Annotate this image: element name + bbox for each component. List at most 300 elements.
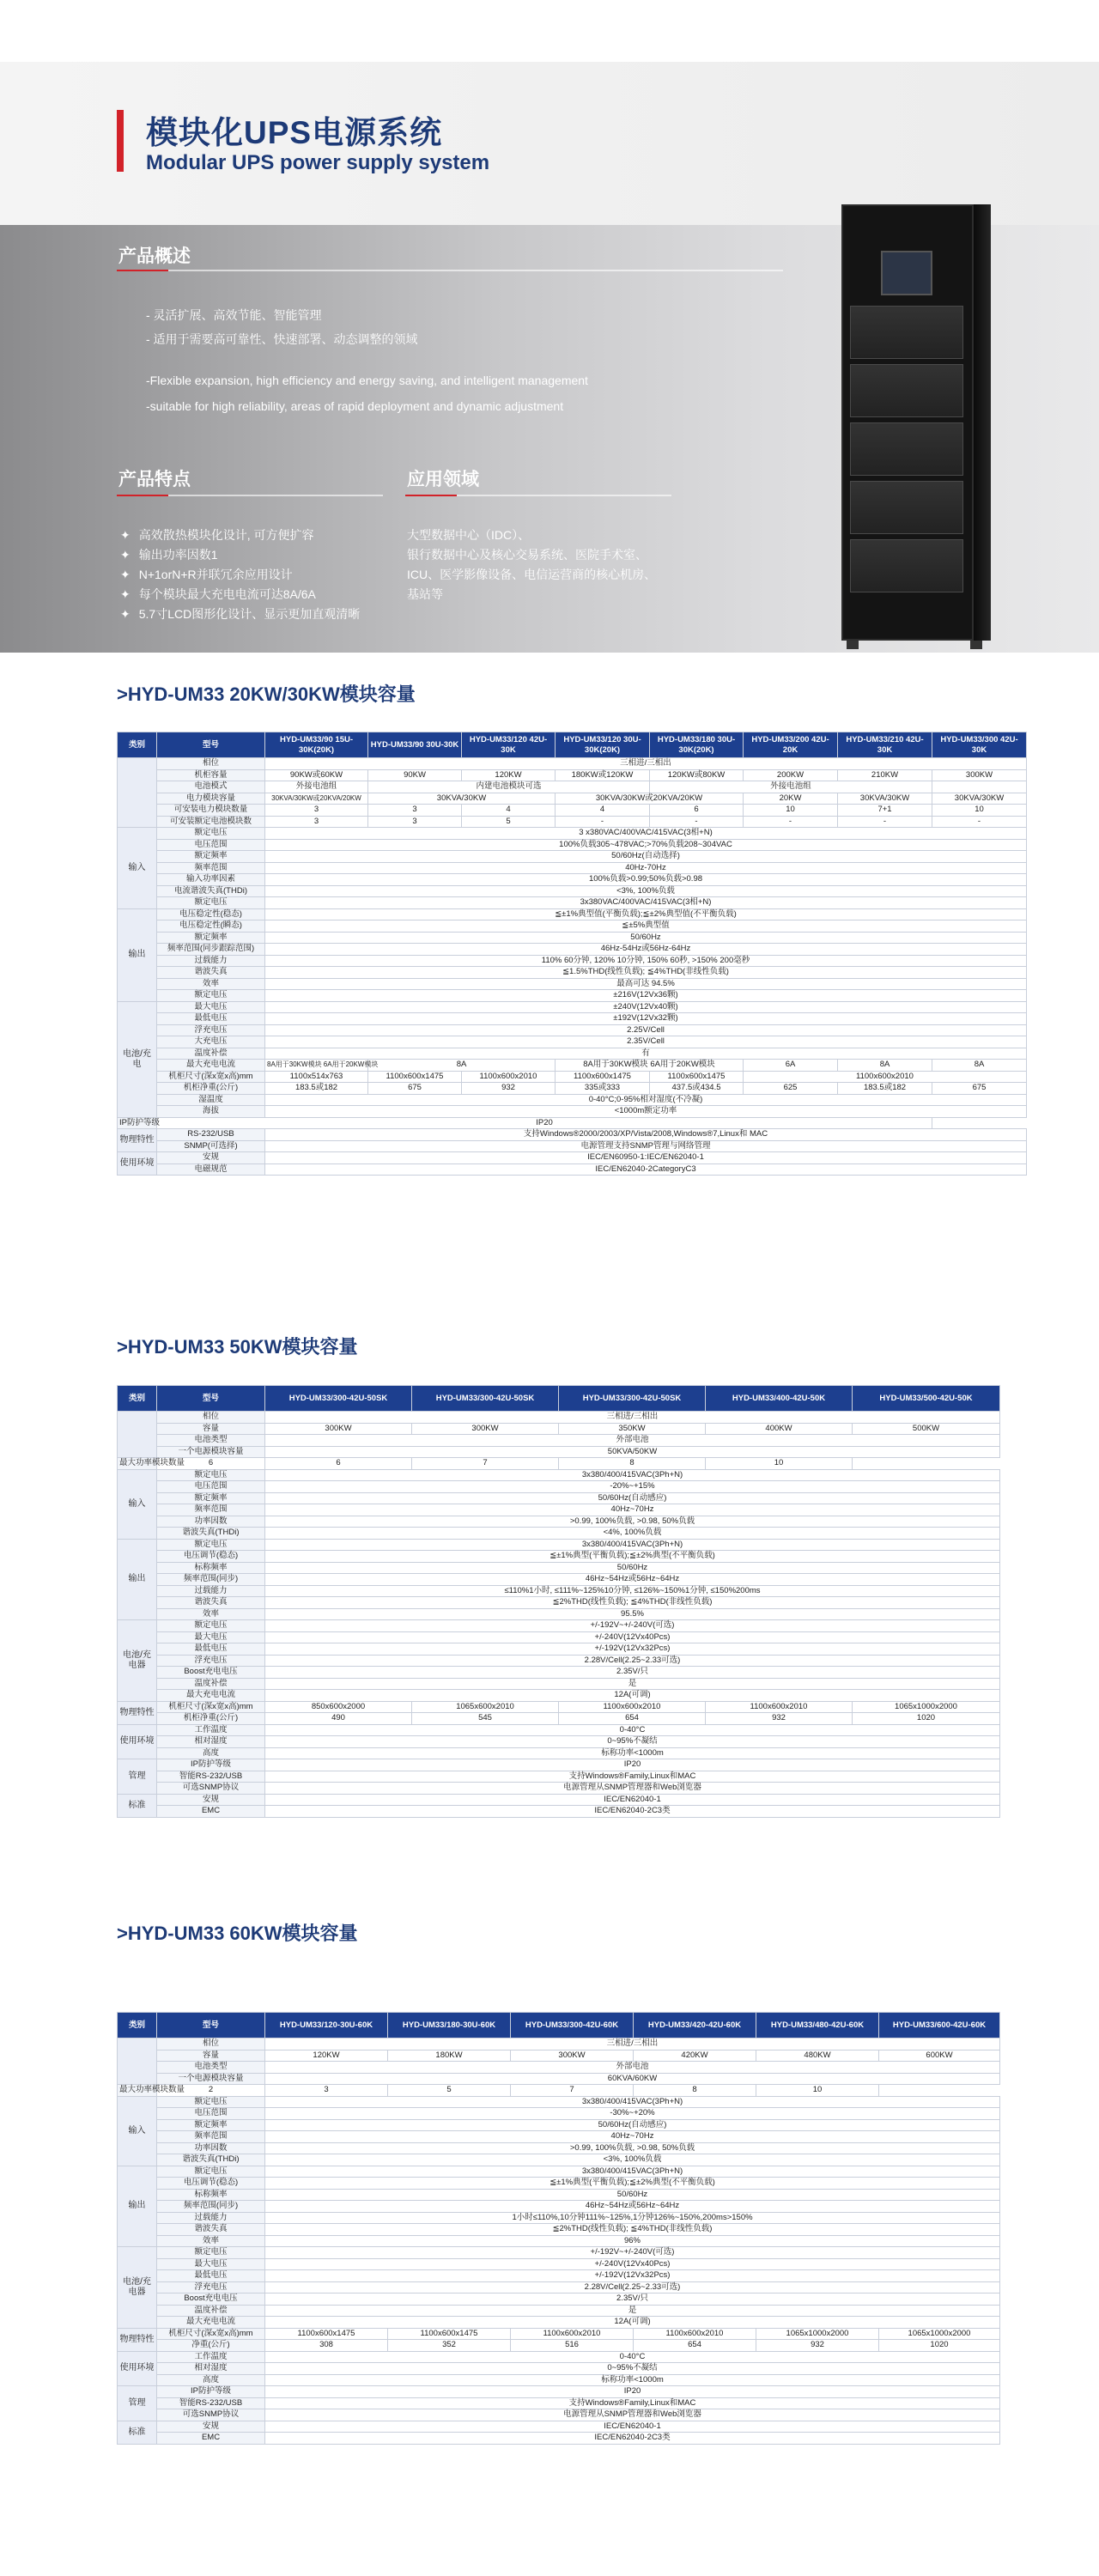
spec-value-cell: -: [838, 816, 932, 828]
spec-value-cell: 350KW: [559, 1423, 706, 1435]
table-row: [118, 1129, 1027, 1141]
spec-label-cell: 一个电源模块容量: [157, 2073, 265, 2085]
spec-value-cell: 12A(可调): [265, 2317, 1000, 2329]
spec-value-cell: 3x380/400/415VAC(3Ph+N): [265, 2166, 1000, 2178]
header-model-column: HYD-UM33/400-42U-50K: [706, 1386, 853, 1412]
spec-label-cell: 最大功率模块数量: [118, 1458, 157, 1470]
spec-value-cell: 675: [368, 1083, 462, 1095]
table-row: [118, 2224, 1000, 2236]
feature-item: ✦ 每个模块最大充电电流可达8A/6A: [120, 585, 360, 605]
spec-value-cell: 3 x380VAC/400VAC/415VAC(3相+N): [265, 828, 1027, 840]
spec-label-cell: 频率范围(同步跟踪范围): [157, 944, 265, 956]
header-model-column: HYD-UM33/300 42U-30K: [932, 732, 1027, 758]
spec-value-cell: 8A: [838, 1060, 932, 1072]
spec-value-cell: 60KVA/60KW: [265, 2073, 1000, 2085]
table-row: [118, 2363, 1000, 2375]
table-row: [118, 955, 1027, 967]
spec-label-cell: 安规: [157, 2421, 265, 2433]
spec-value-cell: ≦±1%典型(平衡负载);≦±2%典型(不平衡负载): [265, 1551, 1000, 1563]
table-row: [118, 2062, 1000, 2074]
spec-value-cell: 932: [462, 1083, 556, 1095]
spec-value-cell: 183.5或182: [265, 1083, 368, 1095]
feature-item: ✦ 输出功率因数1: [120, 545, 360, 565]
spec-value-cell: 5: [462, 816, 556, 828]
spec-label-cell: 电压范围: [157, 1481, 265, 1493]
spec-value-cell: 3: [368, 816, 462, 828]
table-row: [118, 1585, 1000, 1597]
spec-value-cell: 30KVA/30KW: [932, 793, 1027, 805]
spec-value-cell: 3x380/400/415VAC(3Ph+N): [265, 2096, 1000, 2108]
table-row: [118, 2096, 1000, 2108]
feature-item: ✦ N+1orN+R并联冗余应用设计: [120, 565, 360, 585]
category-cell: [118, 758, 157, 828]
spec-label-cell: 湿温度: [157, 1094, 265, 1106]
spec-value-cell: 1100x600x1475: [556, 1071, 650, 1083]
table-row: [118, 793, 1027, 805]
spec-label-cell: 最大充电电流: [157, 1060, 265, 1072]
cabinet-foot: [970, 641, 982, 649]
table-row: [118, 1631, 1000, 1643]
spec-label-cell: 可选SNMP协议: [157, 1783, 265, 1795]
spec-value-cell: 1100x600x2010: [511, 2328, 634, 2340]
table-row: [118, 1620, 1000, 1632]
spec-value-cell: 1100x600x1475: [650, 1071, 744, 1083]
table-row: [118, 1678, 1000, 1690]
table-row: [118, 2108, 1000, 2120]
table-row: [118, 1152, 1027, 1164]
table-row: [118, 2131, 1000, 2143]
table-row: [118, 1469, 1000, 1481]
header-model-column: HYD-UM33/120 42U-30K: [462, 732, 556, 758]
table-row: [118, 2247, 1000, 2259]
spec-label-cell: RS-232/USB: [157, 1129, 265, 1141]
header-model: 型号: [157, 732, 265, 758]
table-row: [118, 2305, 1000, 2317]
table-row: [118, 1771, 1000, 1783]
spec-label-cell: 工作温度: [157, 2351, 265, 2363]
spec-label-cell: 过载能力: [157, 1585, 265, 1597]
table-row: [118, 1736, 1000, 1748]
spec-value-cell: 10: [706, 1458, 853, 1470]
overview-line-3: -Flexible expansion, high efficiency and energy saving, and intelligent management: [146, 374, 588, 387]
spec-label-cell: 最低电压: [157, 1013, 265, 1025]
spec-value-cell: ±192V(12Vx32颗): [265, 1013, 1027, 1025]
spec-label-cell: 额定频率: [157, 1492, 265, 1504]
table-row: [118, 2340, 1000, 2352]
spec-value-cell: 180KW: [388, 2050, 511, 2062]
spec-value-cell: 46Hz-54Hz或56Hz-64Hz: [265, 944, 1027, 956]
table-row: [118, 920, 1027, 933]
spec-value-cell: 4: [556, 805, 650, 817]
header-model-column: HYD-UM33/300-42U-50SK: [265, 1386, 412, 1412]
table-row: [118, 1806, 1000, 1818]
spec-label-cell: 安规: [157, 1152, 265, 1164]
spec-label-cell: 效率: [157, 2235, 265, 2247]
table-row: [118, 885, 1027, 897]
spec-value-cell: IEC/EN62040-1: [265, 1794, 1000, 1806]
spec-label-cell: 频率范围(同步): [157, 1574, 265, 1586]
header-category: 类别: [118, 1386, 157, 1412]
spec-label-cell: 温度补偿: [157, 2305, 265, 2317]
spec-value-cell: 7: [511, 2085, 634, 2097]
header-model-column: HYD-UM33/420-42U-60K: [634, 2013, 756, 2038]
table-row: [118, 1713, 1000, 1725]
spec-table-20-30kw: [117, 732, 1027, 1176]
spec-value-cell: 6: [650, 805, 744, 817]
spec-label-cell: 谐波失真: [157, 1597, 265, 1609]
spec-label-cell: 温度补偿: [157, 1048, 265, 1060]
category-cell: 输出: [118, 2166, 157, 2247]
table-row: [118, 1608, 1000, 1620]
spec-label-cell: 浮充电压: [157, 1024, 265, 1036]
table-row: [118, 2085, 1000, 2097]
spec-label-cell: Boost充电电压: [157, 2293, 265, 2306]
spec-value-cell: <1000m额定功率: [265, 1106, 1027, 1118]
power-module: [850, 306, 963, 359]
table-row: [118, 1562, 1000, 1574]
spec-label-cell: 相位: [157, 2038, 265, 2050]
spec-label-cell: 功率因数: [157, 1516, 265, 1528]
spec-value-cell: >0.99, 100%负载, >0.98, 50%负载: [265, 1516, 1000, 1528]
spec-value-cell: 内建电池模块可选: [368, 781, 650, 793]
spec-value-cell: 标称功率<1000m: [265, 2374, 1000, 2386]
spec-label-cell: 额定电压: [157, 2096, 265, 2108]
spec-value-cell: 最高可达 94.5%: [265, 978, 1027, 990]
spec-label-cell: 过载能力: [157, 955, 265, 967]
spec-value-cell: 外部电池: [265, 1435, 1000, 1447]
table-row: [118, 2189, 1000, 2201]
spec-value-cell: +/-192V~+/-240V(可选): [265, 1620, 1000, 1632]
spec-label-cell: 相位: [157, 1412, 265, 1424]
header-model-column: HYD-UM33/120-30U-60K: [265, 2013, 388, 2038]
spec-value-cell: 电源管理从SNMP管理器和Web浏览器: [265, 2409, 1000, 2421]
table-row: [118, 2258, 1000, 2270]
table-row: [118, 978, 1027, 990]
spec-label-cell: 电压范围: [157, 839, 265, 851]
spec-value-cell: +/-192V(12Vx32Pcs): [265, 1643, 1000, 1656]
spec-value-cell: <4%, 100%负载: [265, 1528, 1000, 1540]
spec-value-cell: 850x600x2000: [265, 1701, 412, 1713]
table-row: [118, 1458, 1000, 1470]
features-underline: [117, 495, 383, 496]
table-row: [118, 1747, 1000, 1759]
category-cell: 物理特性: [118, 2328, 157, 2351]
table-row: [118, 2212, 1000, 2224]
spec-label-cell: 额定电压: [157, 897, 265, 909]
spec-label-cell: 机柜尺寸(深x宽x高)mm: [157, 2328, 265, 2340]
spec-value-cell: ≦±5%典型值: [265, 920, 1027, 933]
spec-value-cell: 2.25V/Cell: [265, 1024, 1027, 1036]
category-cell: 输出: [118, 908, 157, 1001]
header-model-column: HYD-UM33/90 30U-30K: [368, 732, 462, 758]
category-cell: 管理: [118, 2386, 157, 2421]
spec-value-cell: 8A用于30KW模块 6A用于20KW模块: [556, 1060, 744, 1072]
table-row: [118, 1036, 1027, 1048]
category-cell: 输入: [118, 2096, 157, 2166]
spec-value-cell: IEC/EN62040-1: [265, 2421, 1000, 2433]
overview-underline: [117, 270, 783, 271]
application-line: ICU、医学影像设备、电信运营商的核心机房、: [407, 568, 657, 581]
spec-label-cell: 标称频率: [157, 2189, 265, 2201]
spec-value-cell: 1100x600x2010: [559, 1701, 706, 1713]
spec-value-cell: 6: [265, 1458, 412, 1470]
spec-value-cell: 电源管理支持SNMP管理与网络管理: [265, 1140, 1027, 1152]
spec-value-cell: 500KW: [853, 1423, 1000, 1435]
spec-value-cell: 三相进/三相出: [265, 1412, 1000, 1424]
table-row: [118, 1083, 1027, 1095]
spec-label-cell: 智能RS-232/USB: [157, 2397, 265, 2409]
spec-value-cell: 外接电池组: [650, 781, 932, 793]
spec-value-cell: 30KVA/30KW: [838, 793, 932, 805]
spec-value-cell: 10: [932, 805, 1027, 817]
spec-value-cell: IP20: [265, 1759, 1000, 1771]
category-cell: 标准: [118, 2421, 157, 2444]
table-row: [118, 2293, 1000, 2306]
feature-item: ✦ 5.7寸LCD图形化设计、显示更加直观清晰: [120, 605, 360, 624]
spec-value-cell: 1020: [853, 1713, 1000, 1725]
spec-value-cell: 8: [634, 2085, 756, 2097]
spec-label-cell: 频率范围(同步): [157, 2201, 265, 2213]
overview-line-2: - 适用于需要高可靠性、快速部署、动态调整的领域: [146, 332, 418, 346]
spec-value-cell: ≦±1%典型(平衡负载);≦±2%典型(不平衡负载): [265, 2178, 1000, 2190]
spec-value-cell: 200KW: [744, 769, 838, 781]
spec-label-cell: 过载能力: [157, 2212, 265, 2224]
spec-value-cell: 是: [265, 1678, 1000, 1690]
spec-value-cell: 3: [265, 2085, 388, 2097]
table-row: [118, 1597, 1000, 1609]
spec-label-cell: SNMP(可选择): [157, 1140, 265, 1152]
spec-value-cell: 0-40°C;0-95%相对湿度(不冷凝): [265, 1094, 1027, 1106]
header-category: 类别: [118, 2013, 157, 2038]
table-row: [118, 944, 1027, 956]
spec-label-cell: 高度: [157, 1747, 265, 1759]
table-row: [118, 1724, 1000, 1736]
spec-label-cell: 额定电压: [157, 2247, 265, 2259]
spec-value-cell: IP20: [157, 1117, 932, 1129]
table-row: [118, 874, 1027, 886]
spec-value-cell: 335或333: [556, 1083, 650, 1095]
spec-value-cell: IEC/EN60950-1:IEC/EN62040-1: [265, 1152, 1027, 1164]
table-row: [118, 1423, 1000, 1435]
table-row: [118, 1759, 1000, 1771]
spec-value-cell: 50KVA/50KW: [265, 1446, 1000, 1458]
spec-label-cell: 额定频率: [157, 932, 265, 944]
spec-value-cell: 1100x600x1475: [368, 1071, 462, 1083]
cabinet-side: [974, 204, 991, 641]
application-line: 基站等: [407, 587, 443, 601]
spec-value-cell: 90KW: [368, 769, 462, 781]
spec-label-cell: 机柜净重(公斤): [157, 1083, 265, 1095]
spec-value-cell: 2.35V/Cell: [265, 1036, 1027, 1048]
spec-value-cell: 90KW或60KW: [265, 769, 368, 781]
spec-value-cell: 50/60Hz(自动选择): [265, 851, 1027, 863]
header-model-column: HYD-UM33/210 42U-30K: [838, 732, 932, 758]
spec-value-cell: 30KVA/30KW或20KVA/20KW: [265, 793, 368, 805]
spec-label-cell: Boost充电电压: [157, 1667, 265, 1679]
spec-value-cell: 50/60Hz: [265, 932, 1027, 944]
spec-value-cell: 120KW: [462, 769, 556, 781]
spec-value-cell: 1100x600x2010: [634, 2328, 756, 2340]
spec-value-cell: 1065x1000x2000: [756, 2328, 879, 2340]
spec-label-cell: 电压稳定性(稳态): [157, 908, 265, 920]
spec-label-cell: 大充电压: [157, 1036, 265, 1048]
spec-value-cell: 2.35V/只: [265, 2293, 1000, 2306]
table-row: [118, 2178, 1000, 2190]
spec-value-cell: <3%, 100%负载: [265, 2154, 1000, 2166]
spec-label-cell: 额定电压: [157, 828, 265, 840]
table-row: [118, 897, 1027, 909]
spec-label-cell: 相对湿度: [157, 1736, 265, 1748]
spec-label-cell: 温度补偿: [157, 1678, 265, 1690]
spec-value-cell: 1100x600x2010: [744, 1071, 1027, 1083]
spec-value-cell: 30KVA/30KW: [368, 793, 556, 805]
spec-value-cell: 20KW: [744, 793, 838, 805]
header-model-column: HYD-UM33/600-42U-60K: [879, 2013, 1000, 2038]
spec-value-cell: 支持Windows®2000/2003/XP/Vista/2008,Windows®7,Linux和 MAC: [265, 1129, 1027, 1141]
applications-heading: 应用领域: [407, 470, 479, 489]
table-row: [118, 805, 1027, 817]
table-row: [118, 2433, 1000, 2445]
spec-value-cell: 1100x514x763: [265, 1071, 368, 1083]
spec-table-50kw: [117, 1385, 1000, 1818]
spec-label-cell: 浮充电压: [157, 2281, 265, 2293]
applications-list: [407, 526, 656, 605]
spec-value-cell: +/-192V(12Vx32Pcs): [265, 2270, 1000, 2282]
table-row: [118, 2154, 1000, 2166]
power-module: [850, 364, 963, 417]
spec-value-cell: 300KW: [511, 2050, 634, 2062]
title-accent-bar: [117, 110, 124, 172]
table-row: [118, 1071, 1027, 1083]
spec-value-cell: -: [650, 816, 744, 828]
spec-value-cell: 2.28V/Cell(2.25~2.33可选): [265, 1655, 1000, 1667]
table-row: [118, 990, 1027, 1002]
spec-label-cell: 电磁规范: [157, 1163, 265, 1176]
spec-label-cell: 谐波失真(THDi): [157, 2154, 265, 2166]
category-cell: 标准: [118, 1794, 157, 1817]
spec-value-cell: 0~95%不凝结: [265, 2363, 1000, 2375]
table-row: [118, 1163, 1027, 1176]
spec-value-cell: 外接电池组: [265, 781, 368, 793]
applications-underline: [405, 495, 671, 496]
spec-value-cell: 1020: [879, 2340, 1000, 2352]
overview-line-4: -suitable for high reliability, areas of rapid deployment and dynamic adjustment: [146, 399, 564, 413]
table-row: [118, 839, 1027, 851]
spec-table-60kw: [117, 2012, 1000, 2445]
spec-value-cell: 46Hz~54Hz或56Hz~64Hz: [265, 2201, 1000, 2213]
spec-value-cell: 30KVA/30KW或20KVA/20KW: [556, 793, 744, 805]
category-cell: 使用环境: [118, 2351, 157, 2386]
category-cell: 输出: [118, 1539, 157, 1620]
table-row: [118, 2050, 1000, 2062]
spec-value-cell: 6: [157, 1458, 265, 1470]
spec-value-cell: 0-40°C: [265, 2351, 1000, 2363]
spec-label-cell: 机柜尺寸(深x宽x高)mm: [157, 1701, 265, 1713]
table-row: [118, 1117, 1027, 1129]
spec-label-cell: 额定电压: [157, 2166, 265, 2178]
spec-value-cell: ≦±1%典型值(平衡负载);≦±2%典型值(不平衡负载): [265, 908, 1027, 920]
power-module: [850, 539, 963, 592]
spec-label-cell: 可安装额定电池模块数: [157, 816, 265, 828]
spec-label-cell: IP防护等级: [118, 1117, 157, 1129]
spec-label-cell: 效率: [157, 1608, 265, 1620]
spec-label-cell: 最大充电电流: [157, 2317, 265, 2329]
spec-label-cell: IP防护等级: [157, 2386, 265, 2398]
table-row: [118, 967, 1027, 979]
spec-value-cell: 三相进/三相出: [265, 758, 1027, 770]
overview-heading: 产品概述: [118, 246, 191, 266]
spec-label-cell: EMC: [157, 2433, 265, 2445]
spec-value-cell: 10: [744, 805, 838, 817]
header-category: 类别: [118, 732, 157, 758]
spec-value-cell: 932: [756, 2340, 879, 2352]
table-row: [118, 1094, 1027, 1106]
spec-value-cell: 183.5或182: [838, 1083, 932, 1095]
category-cell: 电池/充电器: [118, 1620, 157, 1702]
spec-label-cell: 电池类型: [157, 2062, 265, 2074]
table-row: [118, 1504, 1000, 1516]
spec-value-cell: 2: [157, 2085, 265, 2097]
spec-label-cell: 机柜净重(公斤): [157, 1713, 265, 1725]
table-row: [118, 1690, 1000, 1702]
spec-value-cell: ±240V(12Vx40颗): [265, 1001, 1027, 1013]
spec-label-cell: 海拔: [157, 1106, 265, 1118]
table-row: [118, 2281, 1000, 2293]
table-row: [118, 2421, 1000, 2433]
spec-value-cell: 3x380VAC/400VAC/415VAC(3相+N): [265, 897, 1027, 909]
spec-value-cell: -: [556, 816, 650, 828]
spec-value-cell: 110% 60分钟, 120% 10分钟, 150% 60秒, >150% 200毫秒: [265, 955, 1027, 967]
table-row: [118, 1528, 1000, 1540]
table-row: [118, 1048, 1027, 1060]
spec-label-cell: 一个电源模块容量: [157, 1446, 265, 1458]
spec-value-cell: 0~95%不凝结: [265, 1736, 1000, 1748]
table-row: [118, 1446, 1000, 1458]
spec-label-cell: 额定电压: [157, 990, 265, 1002]
spec-label-cell: 可安装电力模块数量: [157, 805, 265, 817]
spec-value-cell: 8A: [368, 1060, 556, 1072]
spec-label-cell: 电池模式: [157, 781, 265, 793]
table-row: [118, 851, 1027, 863]
spec-value-cell: IEC/EN62040-2CategoryC3: [265, 1163, 1027, 1176]
spec-value-cell: 5: [388, 2085, 511, 2097]
features-heading: 产品特点: [118, 470, 191, 489]
spec-value-cell: 95.5%: [265, 1608, 1000, 1620]
spec-value-cell: 300KW: [932, 769, 1027, 781]
page-title-en: Modular UPS power supply system: [146, 151, 490, 174]
spec-label-cell: 功率因数: [157, 2142, 265, 2154]
spec-label-cell: 相位: [157, 758, 265, 770]
spec-label-cell: 额定频率: [157, 2119, 265, 2131]
spec-value-cell: 180KW或120KW: [556, 769, 650, 781]
spec-value-cell: -30%~+20%: [265, 2108, 1000, 2120]
table-row: [118, 1794, 1000, 1806]
spec-value-cell: 12A(可调): [265, 1690, 1000, 1702]
spec-value-cell: IEC/EN62040-2C3类: [265, 1806, 1000, 1818]
spec-value-cell: 1065x1000x2000: [853, 1701, 1000, 1713]
spec-value-cell: +/-192V~+/-240V(可选): [265, 2247, 1000, 2259]
spec-label-cell: 谐波失真: [157, 2224, 265, 2236]
table-row: [118, 2374, 1000, 2386]
spec-label-cell: 浮充电压: [157, 1655, 265, 1667]
spec-value-cell: 490: [265, 1713, 412, 1725]
table-row: [118, 2317, 1000, 2329]
application-line: 银行数据中心及核心交易系统、医院手术室、: [407, 548, 647, 562]
spec-value-cell: 308: [265, 2340, 388, 2352]
spec-value-cell: ≤110%1小时, ≤111%~125%10分钟, ≤126%~150%1分钟, ≤150%200ms: [265, 1585, 1000, 1597]
table-header-row: [118, 732, 1027, 758]
spec-label-cell: 额定电压: [157, 1620, 265, 1632]
